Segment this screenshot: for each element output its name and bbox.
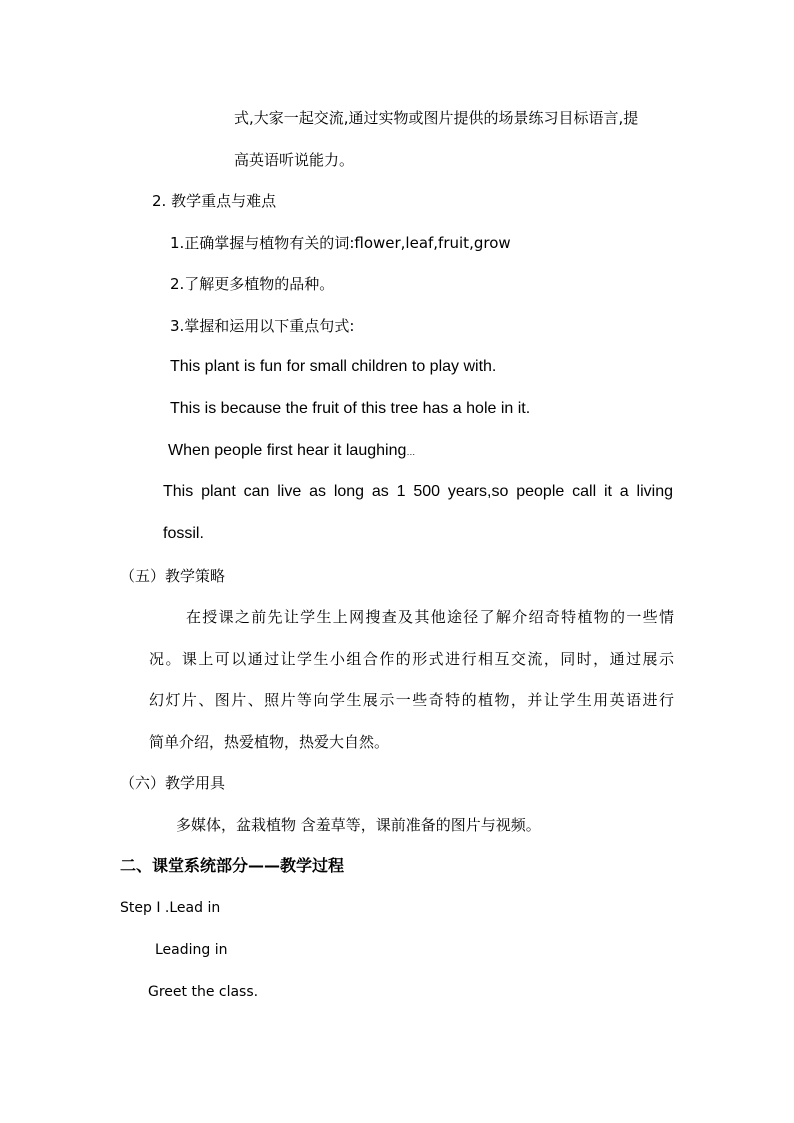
paragraph-line: 多媒体，盆栽植物 含羞草等，课前准备的图片与视频。 <box>176 816 541 834</box>
paragraph-line: 高英语听说能力。 <box>234 151 355 169</box>
key-sentence <box>168 441 415 462</box>
key-sentence: This plant is fun for small children to play with. <box>170 358 497 375</box>
key-sentence-text: When people first hear it laughing <box>168 442 407 459</box>
key-sentence-continuation: fossil. <box>163 525 204 542</box>
list-item: 2.了解更多植物的品种。 <box>170 275 335 293</box>
section-heading-key-points: 2. 教学重点与难点 <box>152 192 277 210</box>
section-heading-strategy: （五）教学策略 <box>120 567 226 585</box>
list-item: 1.正确掌握与植物有关的词:flower,leaf,fruit,grow <box>170 234 511 252</box>
step-subheading: Leading in <box>155 942 228 958</box>
paragraph-line: 简单介绍，热爱植物，热爱大自然。 <box>149 733 390 751</box>
part-heading: 二、课堂系统部分——教学过程 <box>120 856 345 875</box>
paragraph-line: 况。课上可以通过让学生小组合作的形式进行相互交流，同时，通过展示 <box>149 650 674 668</box>
paragraph-line: 在授课之前先让学生上网搜查及其他途径了解介绍奇特植物的一些情 <box>186 608 674 626</box>
list-item: 3.掌握和运用以下重点句式: <box>170 317 355 335</box>
paragraph-line: 幻灯片、图片、照片等向学生展示一些奇特的植物，并让学生用英语进行 <box>149 691 674 709</box>
step-heading: Step I .Lead in <box>120 900 221 916</box>
key-sentence: This plant can live as long as 1 500 years,so people call it a living <box>163 483 673 500</box>
paragraph-line: 式,大家一起交流,通过实物或图片提供的场景练习目标语言,提 <box>234 109 639 127</box>
section-heading-tools: （六）教学用具 <box>120 774 226 792</box>
key-sentence: This is because the fruit of this tree has a hole in it. <box>170 400 531 417</box>
ellipsis: … <box>406 447 416 457</box>
step-text: Greet the class. <box>148 984 259 1000</box>
